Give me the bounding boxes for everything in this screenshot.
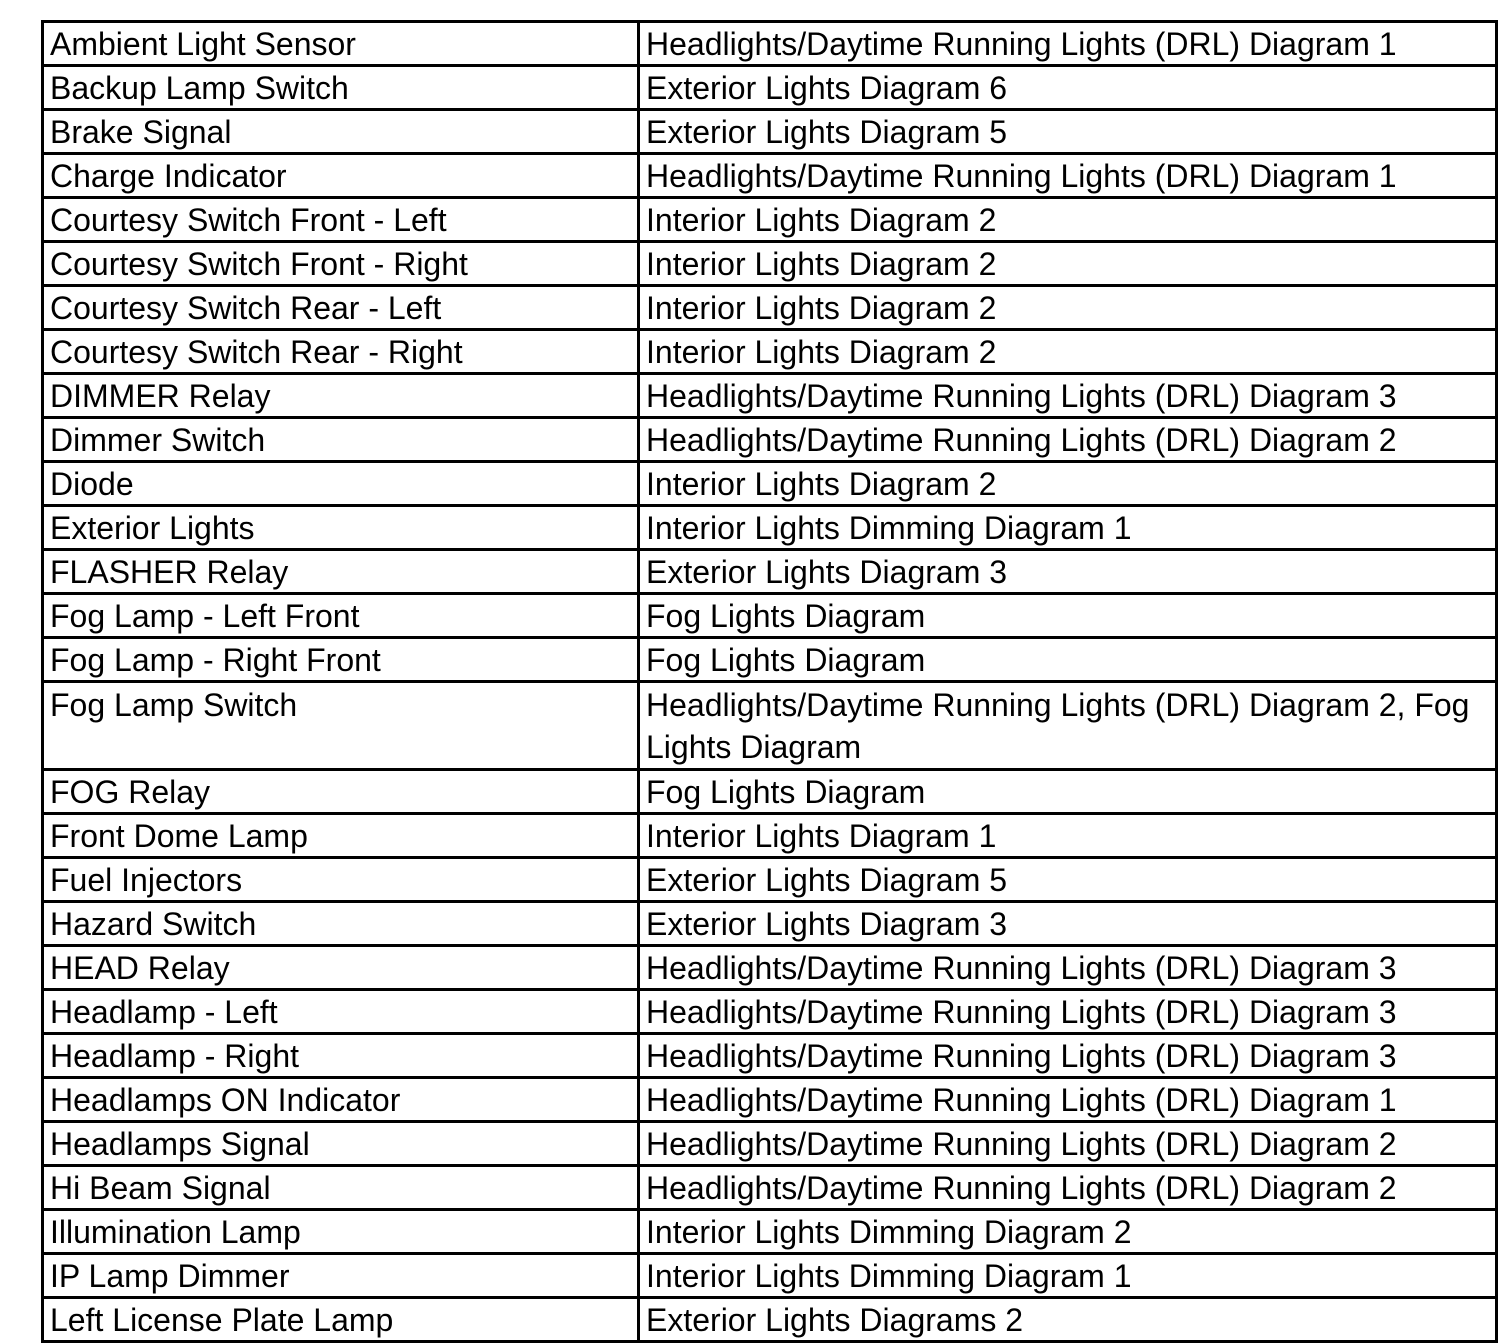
component-name-cell: DIMMER Relay (43, 374, 639, 418)
table-row (43, 154, 1497, 198)
table-row (43, 1078, 1497, 1122)
component-name-cell: Fuel Injectors (43, 858, 639, 902)
diagram-reference-cell: Interior Lights Diagram 2 (639, 198, 1497, 242)
table-row (43, 946, 1497, 990)
diagram-reference-cell: Headlights/Daytime Running Lights (DRL) Diagram 3 (639, 946, 1497, 990)
component-name-cell: Fog Lamp Switch (43, 682, 639, 770)
component-name-cell: IP Lamp Dimmer (43, 1254, 639, 1298)
component-name-cell: Hazard Switch (43, 902, 639, 946)
component-name-cell: Dimmer Switch (43, 418, 639, 462)
table-row (43, 462, 1497, 506)
diagram-reference-cell: Headlights/Daytime Running Lights (DRL) Diagram 3 (639, 374, 1497, 418)
diagram-reference-cell: Exterior Lights Diagram 5 (639, 110, 1497, 154)
diagram-reference-cell: Interior Lights Diagram 1 (639, 814, 1497, 858)
component-index-body (43, 22, 1497, 1342)
component-index-table (41, 20, 1498, 1343)
table-row (43, 550, 1497, 594)
table-row (43, 902, 1497, 946)
component-name-cell: HEAD Relay (43, 946, 639, 990)
diagram-reference-cell: Headlights/Daytime Running Lights (DRL) Diagram 2 (639, 418, 1497, 462)
diagram-reference-cell: Headlights/Daytime Running Lights (DRL) Diagram 1 (639, 1078, 1497, 1122)
table-row (43, 770, 1497, 814)
component-name-cell: FLASHER Relay (43, 550, 639, 594)
component-name-cell: Headlamp - Left (43, 990, 639, 1034)
table-row (43, 198, 1497, 242)
table-row (43, 682, 1497, 770)
diagram-reference-cell: Interior Lights Diagram 2 (639, 462, 1497, 506)
table-row (43, 1210, 1497, 1254)
diagram-reference-cell: Headlights/Daytime Running Lights (DRL) Diagram 3 (639, 990, 1497, 1034)
component-name-cell: Illumination Lamp (43, 1210, 639, 1254)
table-row (43, 110, 1497, 154)
component-name-cell: Ambient Light Sensor (43, 22, 639, 66)
component-name-cell: Headlamp - Right (43, 1034, 639, 1078)
table-row (43, 374, 1497, 418)
diagram-reference-cell: Exterior Lights Diagram 6 (639, 66, 1497, 110)
diagram-reference-cell: Exterior Lights Diagram 3 (639, 902, 1497, 946)
component-name-cell: Fog Lamp - Right Front (43, 638, 639, 682)
component-name-cell: Courtesy Switch Rear - Left (43, 286, 639, 330)
component-name-cell: Brake Signal (43, 110, 639, 154)
component-name-cell: Backup Lamp Switch (43, 66, 639, 110)
table-row (43, 22, 1497, 66)
component-name-cell: Charge Indicator (43, 154, 639, 198)
diagram-reference-cell: Fog Lights Diagram (639, 770, 1497, 814)
table-row (43, 814, 1497, 858)
diagram-reference-cell: Headlights/Daytime Running Lights (DRL) Diagram 2 (639, 1122, 1497, 1166)
component-name-cell: Exterior Lights (43, 506, 639, 550)
table-row (43, 506, 1497, 550)
table-row (43, 286, 1497, 330)
component-name-cell: Front Dome Lamp (43, 814, 639, 858)
component-name-cell: Left License Plate Lamp (43, 1298, 639, 1342)
diagram-reference-cell: Interior Lights Dimming Diagram 1 (639, 1254, 1497, 1298)
table-row (43, 990, 1497, 1034)
diagram-reference-cell: Interior Lights Diagram 2 (639, 330, 1497, 374)
component-name-cell: Fog Lamp - Left Front (43, 594, 639, 638)
component-name-cell: Headlamps Signal (43, 1122, 639, 1166)
table-row (43, 858, 1497, 902)
diagram-reference-cell: Fog Lights Diagram (639, 594, 1497, 638)
table-row (43, 330, 1497, 374)
component-name-cell: Headlamps ON Indicator (43, 1078, 639, 1122)
diagram-reference-cell: Exterior Lights Diagram 5 (639, 858, 1497, 902)
diagram-reference-cell: Interior Lights Dimming Diagram 1 (639, 506, 1497, 550)
table-row (43, 242, 1497, 286)
component-name-cell: Courtesy Switch Front - Left (43, 198, 639, 242)
table-row (43, 66, 1497, 110)
diagram-reference-cell: Fog Lights Diagram (639, 638, 1497, 682)
diagram-reference-cell: Headlights/Daytime Running Lights (DRL) Diagram 2, Fog Lights Diagram (639, 682, 1497, 770)
diagram-reference-cell: Interior Lights Diagram 2 (639, 242, 1497, 286)
diagram-reference-cell: Interior Lights Diagram 2 (639, 286, 1497, 330)
component-name-cell: Courtesy Switch Rear - Right (43, 330, 639, 374)
diagram-reference-cell: Exterior Lights Diagram 3 (639, 550, 1497, 594)
diagram-reference-cell: Interior Lights Dimming Diagram 2 (639, 1210, 1497, 1254)
diagram-reference-cell: Headlights/Daytime Running Lights (DRL) Diagram 2 (639, 1166, 1497, 1210)
diagram-reference-cell: Headlights/Daytime Running Lights (DRL) Diagram 1 (639, 22, 1497, 66)
table-row (43, 1254, 1497, 1298)
component-name-cell: Hi Beam Signal (43, 1166, 639, 1210)
table-row (43, 594, 1497, 638)
table-row (43, 1298, 1497, 1342)
diagram-reference-cell: Headlights/Daytime Running Lights (DRL) Diagram 3 (639, 1034, 1497, 1078)
component-name-cell: FOG Relay (43, 770, 639, 814)
table-row (43, 1166, 1497, 1210)
table-row (43, 418, 1497, 462)
diagram-reference-cell: Headlights/Daytime Running Lights (DRL) Diagram 1 (639, 154, 1497, 198)
table-row (43, 638, 1497, 682)
component-name-cell: Courtesy Switch Front - Right (43, 242, 639, 286)
table-row (43, 1034, 1497, 1078)
table-row (43, 1122, 1497, 1166)
diagram-reference-cell: Exterior Lights Diagrams 2 (639, 1298, 1497, 1342)
component-name-cell: Diode (43, 462, 639, 506)
